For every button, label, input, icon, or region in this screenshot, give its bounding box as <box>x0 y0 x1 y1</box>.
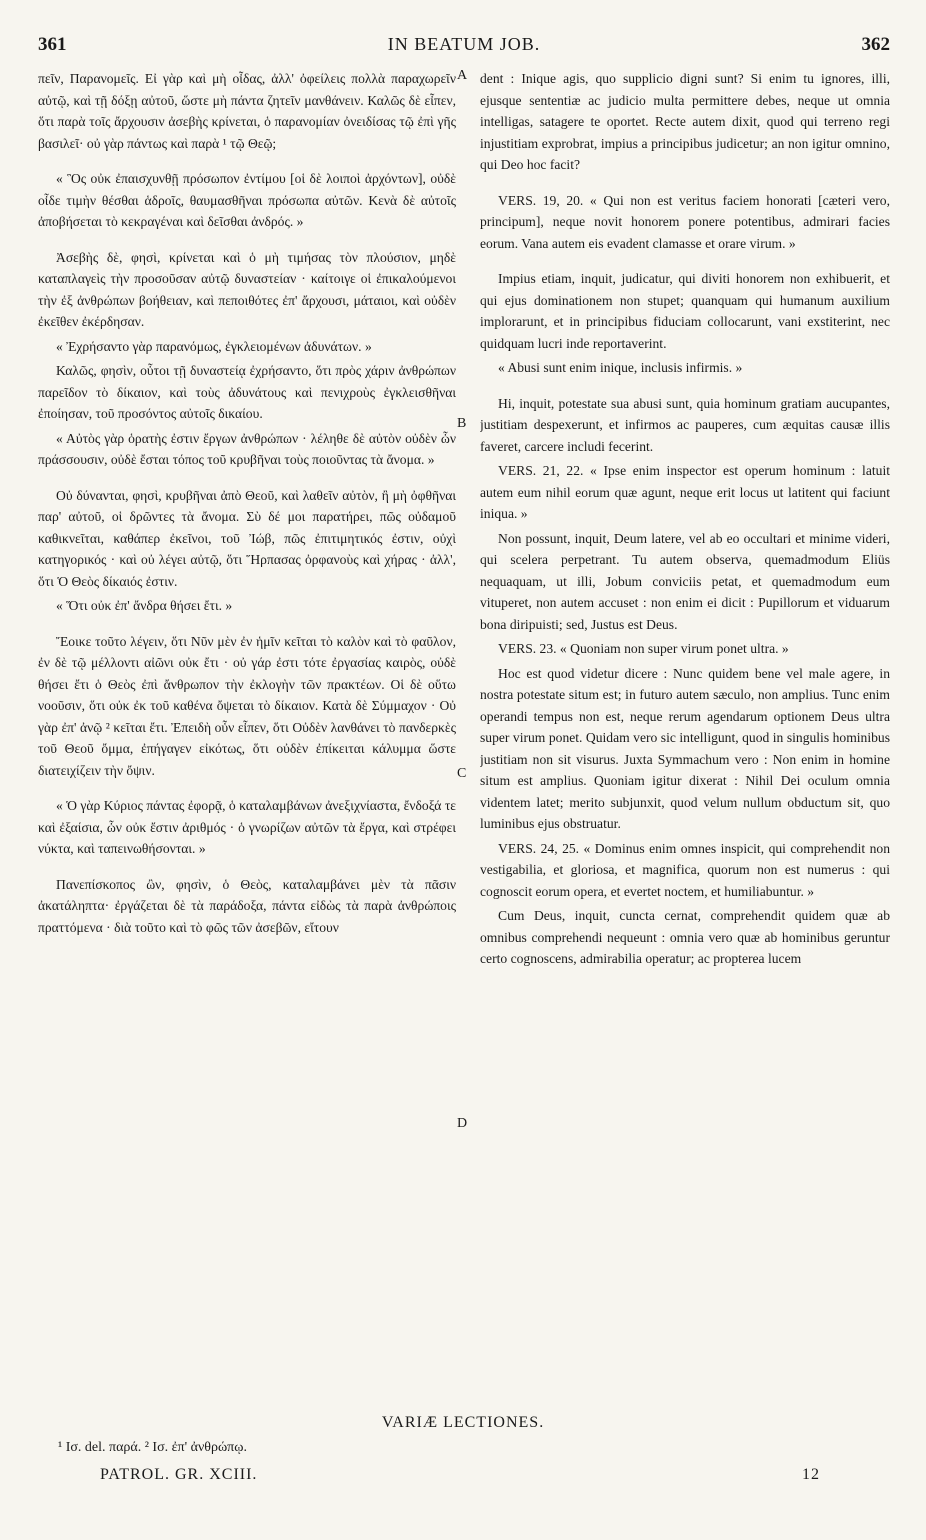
margin-letter-b: B <box>457 416 467 431</box>
margin-letter-a: A <box>457 68 468 83</box>
greek-quote: « Ὅτι οὐκ ἐπ' ἄνδρα θήσει ἔτι. » <box>56 598 233 613</box>
page-footer <box>100 1466 820 1484</box>
greek-quote: « Ἐχρήσαντο γὰρ παρανόμως, ἐγκλειομένων ἀδυνάτων. » <box>56 338 372 354</box>
variant-notes: ¹ Ισ. del. παρά. ² Ισ. ἐπ' ἀνθρώπῳ. <box>58 1440 247 1455</box>
latin-verse: VERS. 21, 22. « Ipse enim inspector est operum hominum : latuit autem eum nihil eorum quæ agunt, neque erit locus ut latitent qui faciunt iniqua. » <box>480 463 890 521</box>
greek-paragraph: Οὐ δύνανται, φησὶ, κρυβῆναι ἀπὸ Θεοῦ, καὶ λαθεῖν αὐτὸν, ἢ μὴ ὀφθῆναι παρ' αὐτοῦ, οἱ δρῶντες τὰ ἄνομα. Σὺ δέ μοι παρατήρει, πῶς οὐδαμοῦ καθικνεῖται, καθάπερ ἐκεῖνοι, τοῦ Ἰώβ, πῶς ἐπιτιμητικός ἐστιν, οὐχὶ κατηγορικός · καὶ οὐ λέγει αὐτῷ, ὅτι Ἥρπασας ὀρφανοὺς καὶ χήρας · ἀλλ', ὅτι Ὁ Θεὸς δίκαιός ἐστιν. <box>38 487 456 589</box>
latin-paragraph: Impius etiam, inquit, judicatur, qui diviti honorem non exhibuerit, et qui ejus dominationem non stupet; quanquam qui humanum auxilium implorarunt, et in principibus fiduciam collocarunt, vani exstiterint, nec quidquam lucri inde reportaverint. <box>480 271 890 351</box>
latin-verse: VERS. 23. « Quoniam non super virum ponet ultra. » <box>498 641 789 656</box>
margin-letter-d: D <box>457 1116 468 1131</box>
greek-paragraph: Ἔοικε τοῦτο λέγειν, ὅτι Νῦν μὲν ἐν ἡμῖν κεῖται τὸ καλὸν καὶ τὸ φαῦλον, ἐν δὲ τῷ μέλλοντι αἰῶνι οὐκ ἔτι · οὐ γάρ ἐστι τότε ἐργασίας καιρὸς, οὐδὲ θήσει ἔτι ὁ Θεὸς ἐπὶ ἄνθρωπον τὴν ἐκλογὴν τῶν πρακτέων. Οἱ δὲ οὕτω νοοῦσιν, ὅτι οὐκ ἐκ τοῦ καθένα ὄψεται τὸ δίκαιον. Κατὰ δὲ Σύμμαχον · Οὐ γὰρ ἐπ' ἀνῷ ² κεῖται ἔτι. Ἐπειδὴ οὖν εἶπεν, ὅτι Οὐδὲν λανθάνει τὸ πανδερκὲς τοῦ Θεοῦ ὄμμα, ἐπήγαγεν εἰκότως, ὅτι οὐδὲν ἐπίκειται κάλυμμα ὥστε διατειχίζειν τὴν ὄψιν. <box>38 633 456 778</box>
greek-paragraph: Ἀσεβὴς δὲ, φησὶ, κρίνεται καὶ ὁ μὴ τιμήσας τὸν πλούσιον, μηδὲ καταπλαγεὶς τὴν προσοῦσαν αὐτῷ δυναστείαν · καίτοιγε οἱ ἐπικαλούμενοι τὴν ἐξ ἀνθρώπων βοήθειαν, καὶ πεποιθότες ἐπ' ἄρχουσι, μάταιοι, καὶ οὐδὲν ἐκεῖθεν ἐκέρδησαν. <box>38 249 456 329</box>
footer-signature: 12 <box>802 1466 820 1483</box>
latin-paragraph: Non possunt, inquit, Deum latere, vel ab eo occultari et minime videri, qui scelera perpetrant. Tu autem observa, quemadmodum Eliüs nequaquam, ut illi, Jobum conviciis petat, et quemadmodum eum vituperet, non autem accuset : non enim ei dicit : Pupillorum et viduarum bona diripuisti; sed, Justus est Deus. <box>480 530 890 632</box>
greek-quote: « Ὁ γὰρ Κύριος πάντας ἐφορᾷ, ὁ καταλαμβάνων ἀνεξιχνίαστα, ἔνδοξά τε καὶ ἐξαίσια, ὧν οὐκ ἔστιν ἀριθμός · ὁ γνωρίζων αὐτῶν τὰ ἔργα, καὶ στρέφει νύκτα, καὶ ταπεινωθήσονται. » <box>38 798 456 856</box>
latin-verse: VERS. 19, 20. « Qui non est veritus faciem honorati [cæteri vero, principum], neque novit honorem ponere potentibus, admirari facies eorum. Vana autem eis evadent clamasse et orare virum. » <box>480 192 890 251</box>
latin-column <box>480 68 890 1398</box>
latin-paragraph: Hi, inquit, potestate sua abusi sunt, quia hominum gratiam aucupantes, justitiam despexerunt, et infirmos ac pauperes, cum æquitas causæ illis faveret, carcere includi fecerint. <box>480 395 890 454</box>
running-title: IN BEATUM JOB. <box>387 34 541 54</box>
latin-paragraph: dent : Inique agis, quo supplicio digni sunt? Si enim tu ignores, illi, ejusque sententiæ ac judicio multa permittere debes, neque ut omnia intelligas, satagere te oportet. Recte autem dixit, quod qui terreno regi injustitiam exprobrat, impius a principibus judicetur; an non igitur omnino, qui Deo hoc facit? <box>480 71 890 172</box>
greek-paragraph: Καλῶς, φησὶν, οὗτοι τῇ δυναστείᾳ ἐχρήσαντο, ὅτι πρὸς χάριν ἀνθρώπων παρεῖδον τὸ δίκαιον, καὶ τοὺς ἀδυνάτους καὶ πενιχροὺς ἐγκλεισθῆναι ἐποίησαν, τοῦ προσόντος αὐτοῖς δικαίου. <box>38 363 456 421</box>
page-number-right: 362 <box>861 34 890 55</box>
variae-lectiones-title: VARIÆ LECTIONES. <box>381 1414 545 1431</box>
greek-quote: « Ὃς οὐκ ἐπαισχυνθῇ πρόσωπον ἐντίμου [οἱ δὲ λοιποὶ ἀρχόντων], οὐδὲ οἶδε τιμὴν θέσθαι ἁδροῖς, θαυμασθῆναι πρόσωπα αὐτῶν. Κενὰ δὲ αὐτοῖς ἀποβήσεται τὸ κεκραγέναι καὶ δεῖσθαι ἀνδρός. » <box>38 171 456 229</box>
latin-paragraph: Cum Deus, inquit, cuncta cernat, comprehendit quidem quæ ab omnibus comprehendi nequeunt : omnia vero quæ ab hominibus geruntur certo cognoscens, admirabilia operatur; ac propterea lucem <box>480 908 890 966</box>
latin-paragraph: Hoc est quod videtur dicere : Nunc quidem bene vel male agere, in nostra potestate situm est; in futuro autem sæculo, non amplius. Tunc enim operandi tempus non est, neque rerum agendarum optionem Deus ultra super virum ponet. Quidam vero sic intelligunt, quod in singulis hominibus justitiam non sit visurus. Juxta Symmachum vero : Non enim in homine situm est amplius. Quoniam igitur dixerat : Nihil Dei oculum omnia videntem latet; merito subjunxit, quod velum nullum obductum sit, quo luminibus ejus obstruatur. <box>480 665 890 831</box>
latin-verse: VERS. 24, 25. « Dominus enim omnes inspicit, qui comprehendit non vestigabilia, et gloriosa, et magnifica, quorum non est numerus : qui cognoscit eorum opera, et evertet noctem, et humiliabuntur. » <box>480 840 890 899</box>
margin-markers <box>455 68 477 1398</box>
latin-verse: « Abusi sunt enim inique, inclusis infirmis. » <box>498 360 743 375</box>
greek-paragraph: Πανεπίσκοπος ὢν, φησὶν, ὁ Θεὸς, καταλαμβάνει μὲν τὰ πᾶσιν ἀκατάληπτα· ἐργάζεται δὲ τὰ παράδοξα, πάντα εἰδὼς τὰ παρὰ ἀνθρώποις πραττόμενα · διὰ τοῦτο καὶ τὸ φῶς τῶν ἀσεβῶν, εἴτουν <box>38 876 456 935</box>
footer-series: PATROL. GR. XCIII. <box>100 1466 258 1483</box>
greek-paragraph: πεῖν, Παρανομεῖς. Εἰ γὰρ καὶ μὴ οἶδας, ἀλλ' ὀφείλεις πολλὰ παραχωρεῖν αὐτῷ, καὶ τῇ δόξῃ αὐτοῦ, ὥστε μὴ πάντα ζητεῖν μανθάνειν. Καλῶς δὲ εἶπεν, ὅτι παρὰ τοῖς ἄρχουσιν ἀσεβὴς κρίνεται, ὁ παρανομίαν ὀνειδίσας τῷ ἐπὶ γῆς βασιλεῖ· οὐ γὰρ πάντως καὶ παρὰ ¹ τῷ Θεῷ; <box>38 71 456 151</box>
page-header <box>38 34 890 64</box>
greek-quote: « Αὐτὸς γὰρ ὁρατὴς ἐστιν ἔργων ἀνθρώπων · λέληθε δὲ αὐτὸν οὐδὲν ὧν πράσσουσιν, οὐδὲ ἔσται τόπος τοῦ κρυβῆναι τοὺς ποιοῦντας τὰ ἄνομα. » <box>38 430 456 467</box>
margin-letter-c: C <box>457 766 467 781</box>
page-number-left: 361 <box>38 34 67 55</box>
greek-column <box>38 68 456 1398</box>
